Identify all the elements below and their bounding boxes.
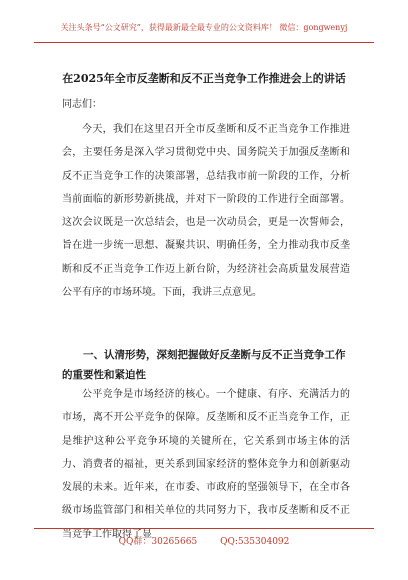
footer-qq: QQ:535304092 <box>220 537 290 547</box>
paragraph-section-1: 公平竞争是市场经济的核心。一个健康、有序、充满活力的市场，离不开公平竞争的保障。反垄断和反不正当竞争工作，正是维护这种公平竞争环境的关键所在，它关系到市场主体的活力、消费者的福祉，更关系到国家经济的整体竞争力和创新驱动发展的未来。近年来，在市委、市政府的坚强领导下，在全市各级市场监管部门和相关单位的共同努力下，我市反垄断和反不正当竞争工作取得了显 <box>62 389 350 540</box>
footer-divider <box>34 528 374 529</box>
header-banner: 关注头条号“公文研究”，获得最新最全最专业的公文资料库！ 微信：gongwenyj <box>60 23 348 32</box>
salutation: 同志们： <box>62 99 102 110</box>
footer <box>0 534 408 547</box>
header-divider <box>34 42 374 43</box>
section-heading-1: 一、认清形势，深刻把握做好反垄断与反不正当竞争工作的重要性和紧迫性 <box>62 349 346 381</box>
document-title: 在2025年全市反垄断和反不正当竞争工作推进会上的讲话 <box>62 72 346 85</box>
footer-qq-group: QQ群：30265665 <box>118 537 198 547</box>
paragraph-intro: 今天，我们在这里召开全市反垄断和反不正当竞争工作推进会，主要任务是深入学习贯彻党中央、国务院关于加强反垄断和反不正当竞争工作的决策部署，总结我市前一阶段的工作，分析当前面临的新形势新挑战，并对下一阶段的工作进行全面部署。这次会议既是一次总结会，也是一次动员会，更是一次誓师会，旨在进一步统一思想、凝聚共识、明确任务，全力推动我市反垄断和反不正当竞争工作迈上新台阶，为经济社会高质量发展营造公平有序的市场环境。下面，我讲三点意见。 <box>62 124 350 299</box>
